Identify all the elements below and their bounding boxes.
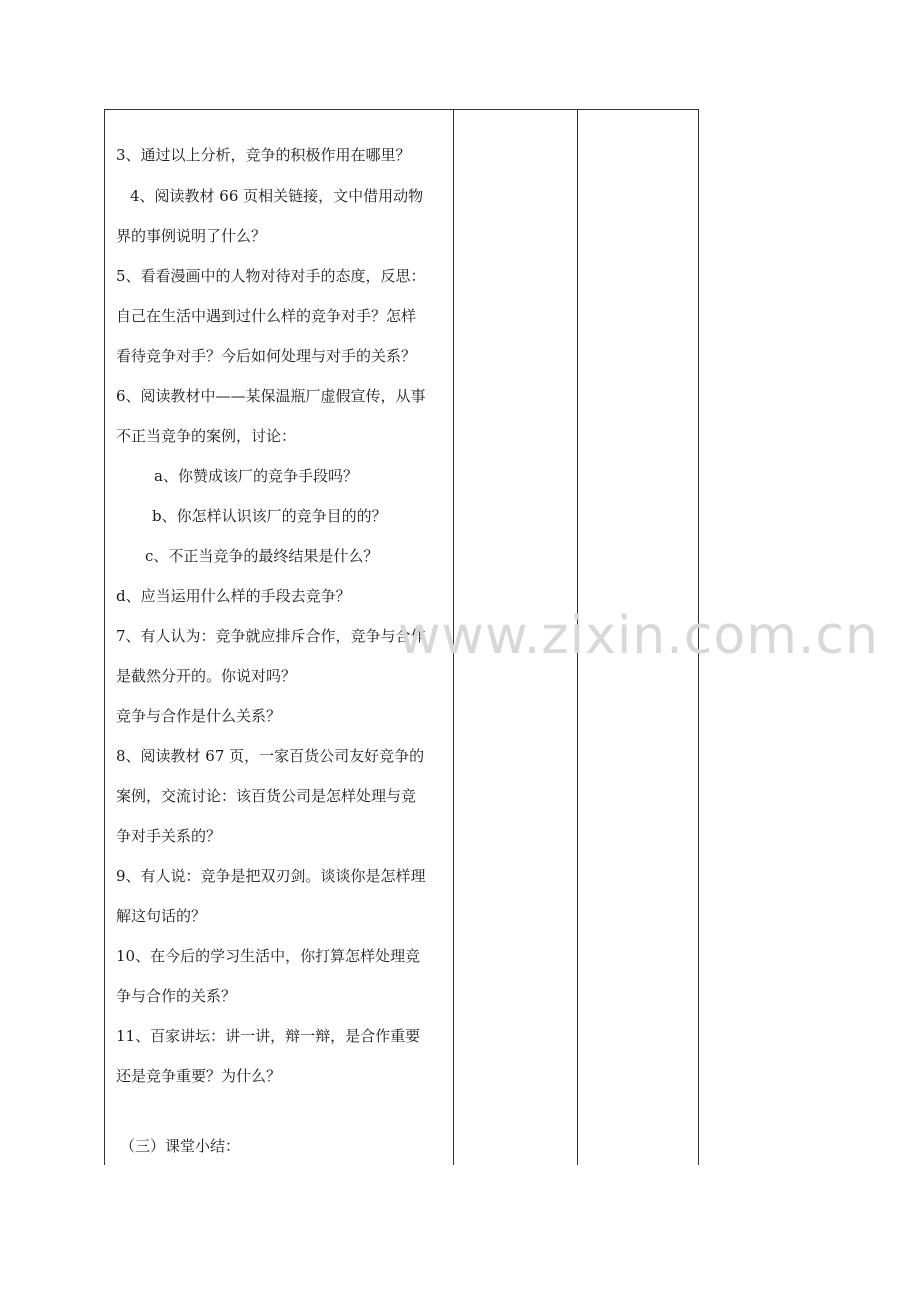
sub-question-c: c、不正当竞争的最终结果是什么？ (145, 547, 379, 565)
question-5-line-2: 自己在生活中遇到过什么样的竞争对手？怎样 (116, 307, 417, 325)
question-7-line-2: 是截然分开的。你说对吗？ (116, 667, 297, 685)
question-3: 3、通过以上分析，竞争的积极作用在哪里？ (116, 146, 411, 164)
question-8-line-1: 8、阅读教材 67 页，一家百货公司友好竞争的 (116, 747, 425, 765)
question-9-line-1: 9、有人说：竞争是把双刃剑。谈谈你是怎样理 (116, 867, 426, 885)
question-11-line-1: 11、百家讲坛：讲一讲，辩一辩，是合作重要 (116, 1027, 421, 1045)
question-6-line-1: 6、阅读教材中——某保温瓶厂虚假宣传，从事 (116, 387, 426, 405)
question-10-line-2: 争与合作的关系？ (116, 987, 237, 1005)
question-7-line-3: 竞争与合作是什么关系？ (116, 707, 282, 725)
watermark: www.zixin.com.cn (398, 606, 879, 666)
sub-question-a: a、你赞成该厂的竞争手段吗？ (154, 467, 358, 485)
question-8-line-2: 案例，交流讨论：该百货公司是怎样处理与竞 (116, 787, 417, 805)
sub-question-b: b、你怎样认识该厂的竞争目的的？ (152, 507, 387, 525)
question-9-line-2: 解这句话的？ (116, 907, 207, 925)
question-4-line-1: 4、阅读教材 66 页相关链接，文中借用动物 (130, 187, 424, 205)
question-10-line-1: 10、在今后的学习生活中，你打算怎样处理竞 (116, 947, 421, 965)
question-5-line-1: 5、看看漫画中的人物对待对手的态度，反思： (116, 267, 426, 285)
question-4-line-2: 界的事例说明了什么？ (116, 227, 267, 245)
sub-question-d: d、应当运用什么样的手段去竞争？ (116, 587, 351, 605)
question-6-line-2: 不正当竞争的案例，讨论： (116, 427, 297, 445)
question-11-line-2: 还是竞争重要？为什么？ (116, 1067, 282, 1085)
question-7-line-1: 7、有人认为：竞争就应排斥合作，竞争与合作 (116, 627, 426, 645)
question-8-line-3: 争对手关系的？ (116, 827, 222, 845)
question-5-line-3: 看待竞争对手？今后如何处理与对手的关系？ (116, 347, 417, 365)
class-summary-heading: （三）课堂小结： (120, 1137, 241, 1155)
